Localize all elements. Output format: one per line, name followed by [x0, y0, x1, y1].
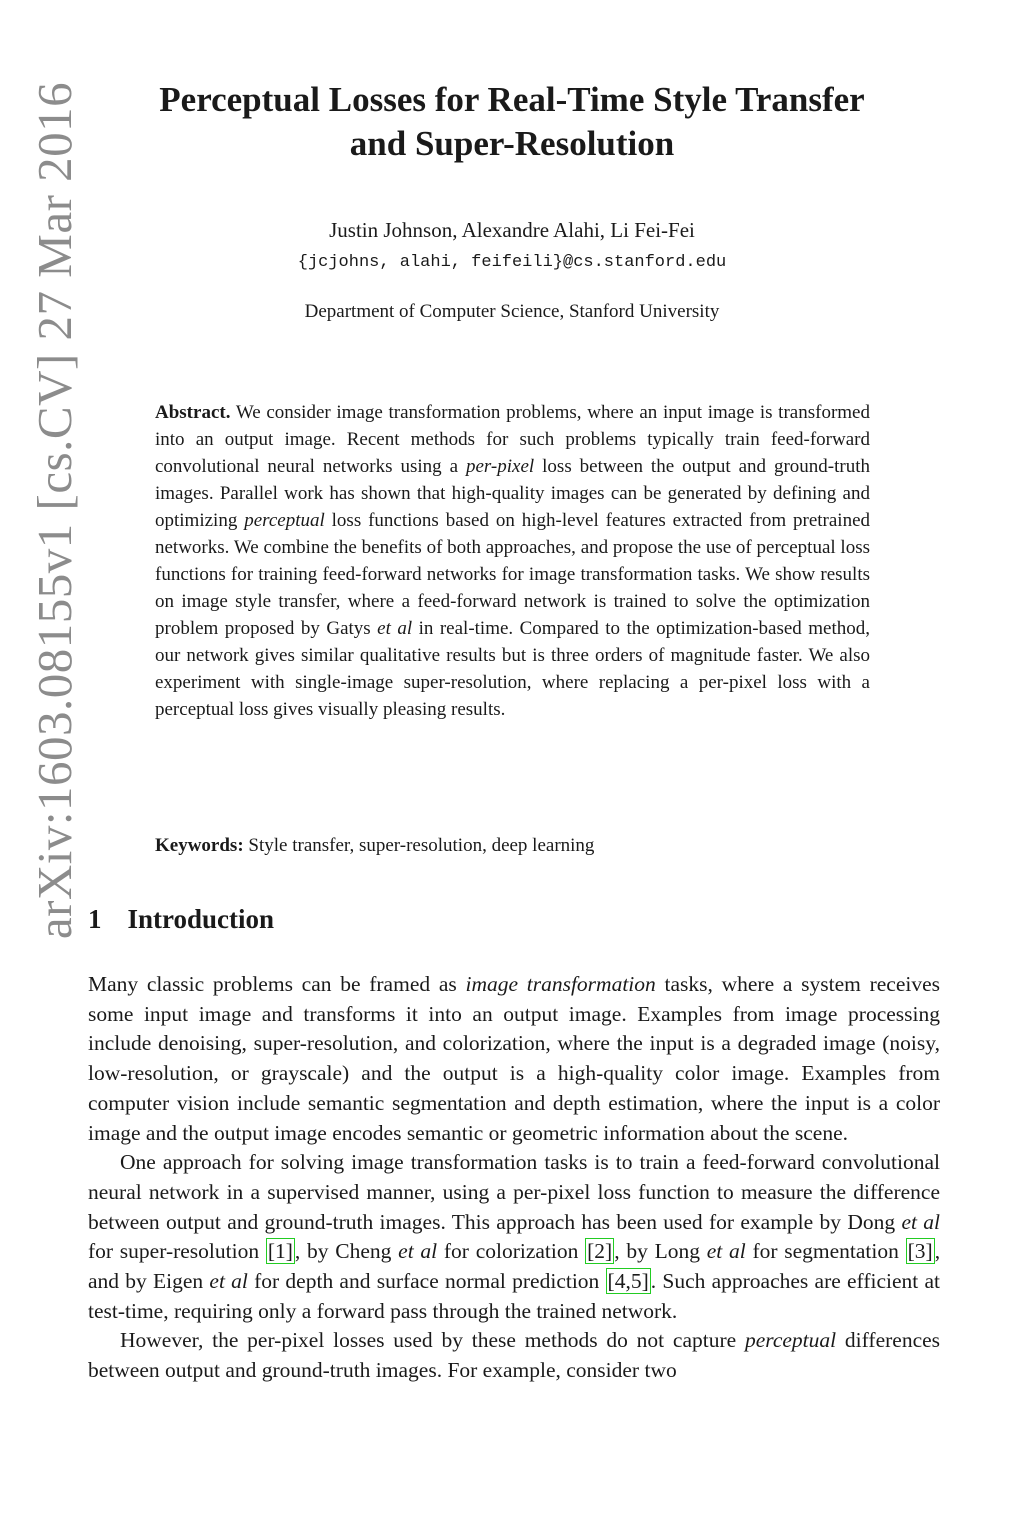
citation-link-2[interactable]: [2] — [587, 1239, 613, 1264]
intro-p2-emphasis-2: et al — [398, 1239, 438, 1264]
affiliation: Department of Computer Science, Stanford University — [304, 301, 720, 322]
abstract-text-2: loss between the output and ground-truth images. Parallel work has shown that high-quality images can be generated by defining and optimizing — [155, 456, 871, 531]
section-heading-introduction — [88, 904, 274, 935]
intro-p2-text-d: for colorization — [443, 1239, 579, 1264]
intro-p2-text-e: , by Long — [614, 1239, 700, 1264]
author-emails: {jcjohns, alahi, feifeili}@cs.stanford.edu — [297, 253, 727, 272]
intro-p2-text-h: for depth and surface normal prediction — [254, 1269, 600, 1294]
keywords-text: Style transfer, super-resolution, deep learning — [248, 835, 595, 856]
abstract-text-4: in real-time. Compared to the optimization-based method, our network gives similar qualitative results but is three orders of magnitude faster. We also experiment with single-image super-resolution, where replacing a per-pixel loss with a perceptual loss gives visually pleasing results. — [155, 618, 870, 720]
title-line-1: Perceptual Losses for Real-Time Style Transfer — [159, 80, 865, 119]
arxiv-stamp — [22, 70, 88, 950]
keywords-label: Keywords: — [155, 835, 244, 856]
intro-p3-emphasis: perceptual — [744, 1328, 837, 1353]
title-line-2: and Super-Resolution — [349, 124, 675, 163]
intro-p1-text-b: tasks, where a system receives some input image and transforms it into an output image. Examples from image processing include denoising, super-resolution, and colorization, where the input is a degraded image (noisy, low-resolution, or grayscale) and the output is a high-quality color image. Examples from computer vision include semantic segmentation and depth estimation, where the input is a color image and the output image encodes semantic or geometric information about the scene. — [88, 972, 940, 1145]
citation-link-4[interactable]: [4,5] — [607, 1269, 649, 1294]
abstract-emphasis-1: per-pixel — [465, 456, 535, 477]
intro-p2-emphasis-1: et al — [901, 1209, 940, 1234]
paper-title — [96, 78, 928, 166]
abstract-emphasis-2: perceptual — [244, 510, 325, 531]
section-number: 1 — [88, 904, 102, 934]
intro-p1-text-a: Many classic problems can be framed as — [88, 972, 457, 996]
intro-p2-text-c: , by Cheng — [294, 1239, 392, 1264]
intro-p2-emphasis-3: et al — [706, 1239, 746, 1264]
citation-link-1[interactable]: [1] — [267, 1239, 293, 1264]
intro-p2-emphasis-4: et al — [209, 1269, 248, 1294]
intro-p2-text-b: for super-resolution — [88, 1239, 260, 1264]
arxiv-identifier: arXiv:1603.08155v1 [cs.CV] 27 Mar 2016 — [27, 81, 83, 939]
abstract-text-1: We consider image transformation problems, where an input image is transformed into an output image. Recent methods for such problems typically train feed-forward convolutional neural networks using a — [155, 402, 870, 477]
intro-paragraph-2 — [88, 1148, 940, 1326]
intro-paragraph-1 — [88, 970, 940, 1148]
intro-p2-text-i: . Such approaches are efficient at test-time, requiring only a forward pass through the trained network. — [88, 1269, 940, 1323]
section-title: Introduction — [127, 904, 275, 934]
citation-link-3[interactable]: [3] — [907, 1239, 933, 1264]
abstract — [155, 399, 870, 723]
author-list: Justin Johnson, Alexandre Alahi, Li Fei-Fei — [329, 218, 695, 242]
keywords — [155, 832, 870, 859]
intro-paragraph-3 — [88, 1326, 940, 1385]
intro-p1-emphasis: image transformation — [465, 972, 656, 996]
intro-p3-text-b: differences between output and ground-truth images. For example, consider two — [88, 1328, 941, 1383]
intro-p2-text-a: One approach for solving image transformation tasks is to train a feed-forward convolutional neural network in a supervised manner, using a per-pixel loss function to measure the difference between output and ground-truth images. This approach has been used for example by Dong — [88, 1150, 940, 1234]
abstract-label: Abstract. — [155, 402, 231, 423]
introduction-body — [88, 970, 940, 1386]
abstract-emphasis-3: et al — [377, 618, 413, 639]
abstract-text-3: loss functions based on high-level features extracted from pretrained networks. We combine the benefits of both approaches, and propose the use of perceptual loss functions for training feed-forward networks for image transformation tasks. We show results on image style transfer, where a feed-forward network is trained to solve the optimization problem proposed by Gatys — [155, 510, 871, 639]
intro-p2-text-g: , and by Eigen — [88, 1239, 941, 1294]
intro-p2-text-f: for segmentation — [752, 1239, 899, 1264]
intro-p3-text-a: However, the per-pixel losses used by these methods do not capture — [120, 1328, 737, 1353]
